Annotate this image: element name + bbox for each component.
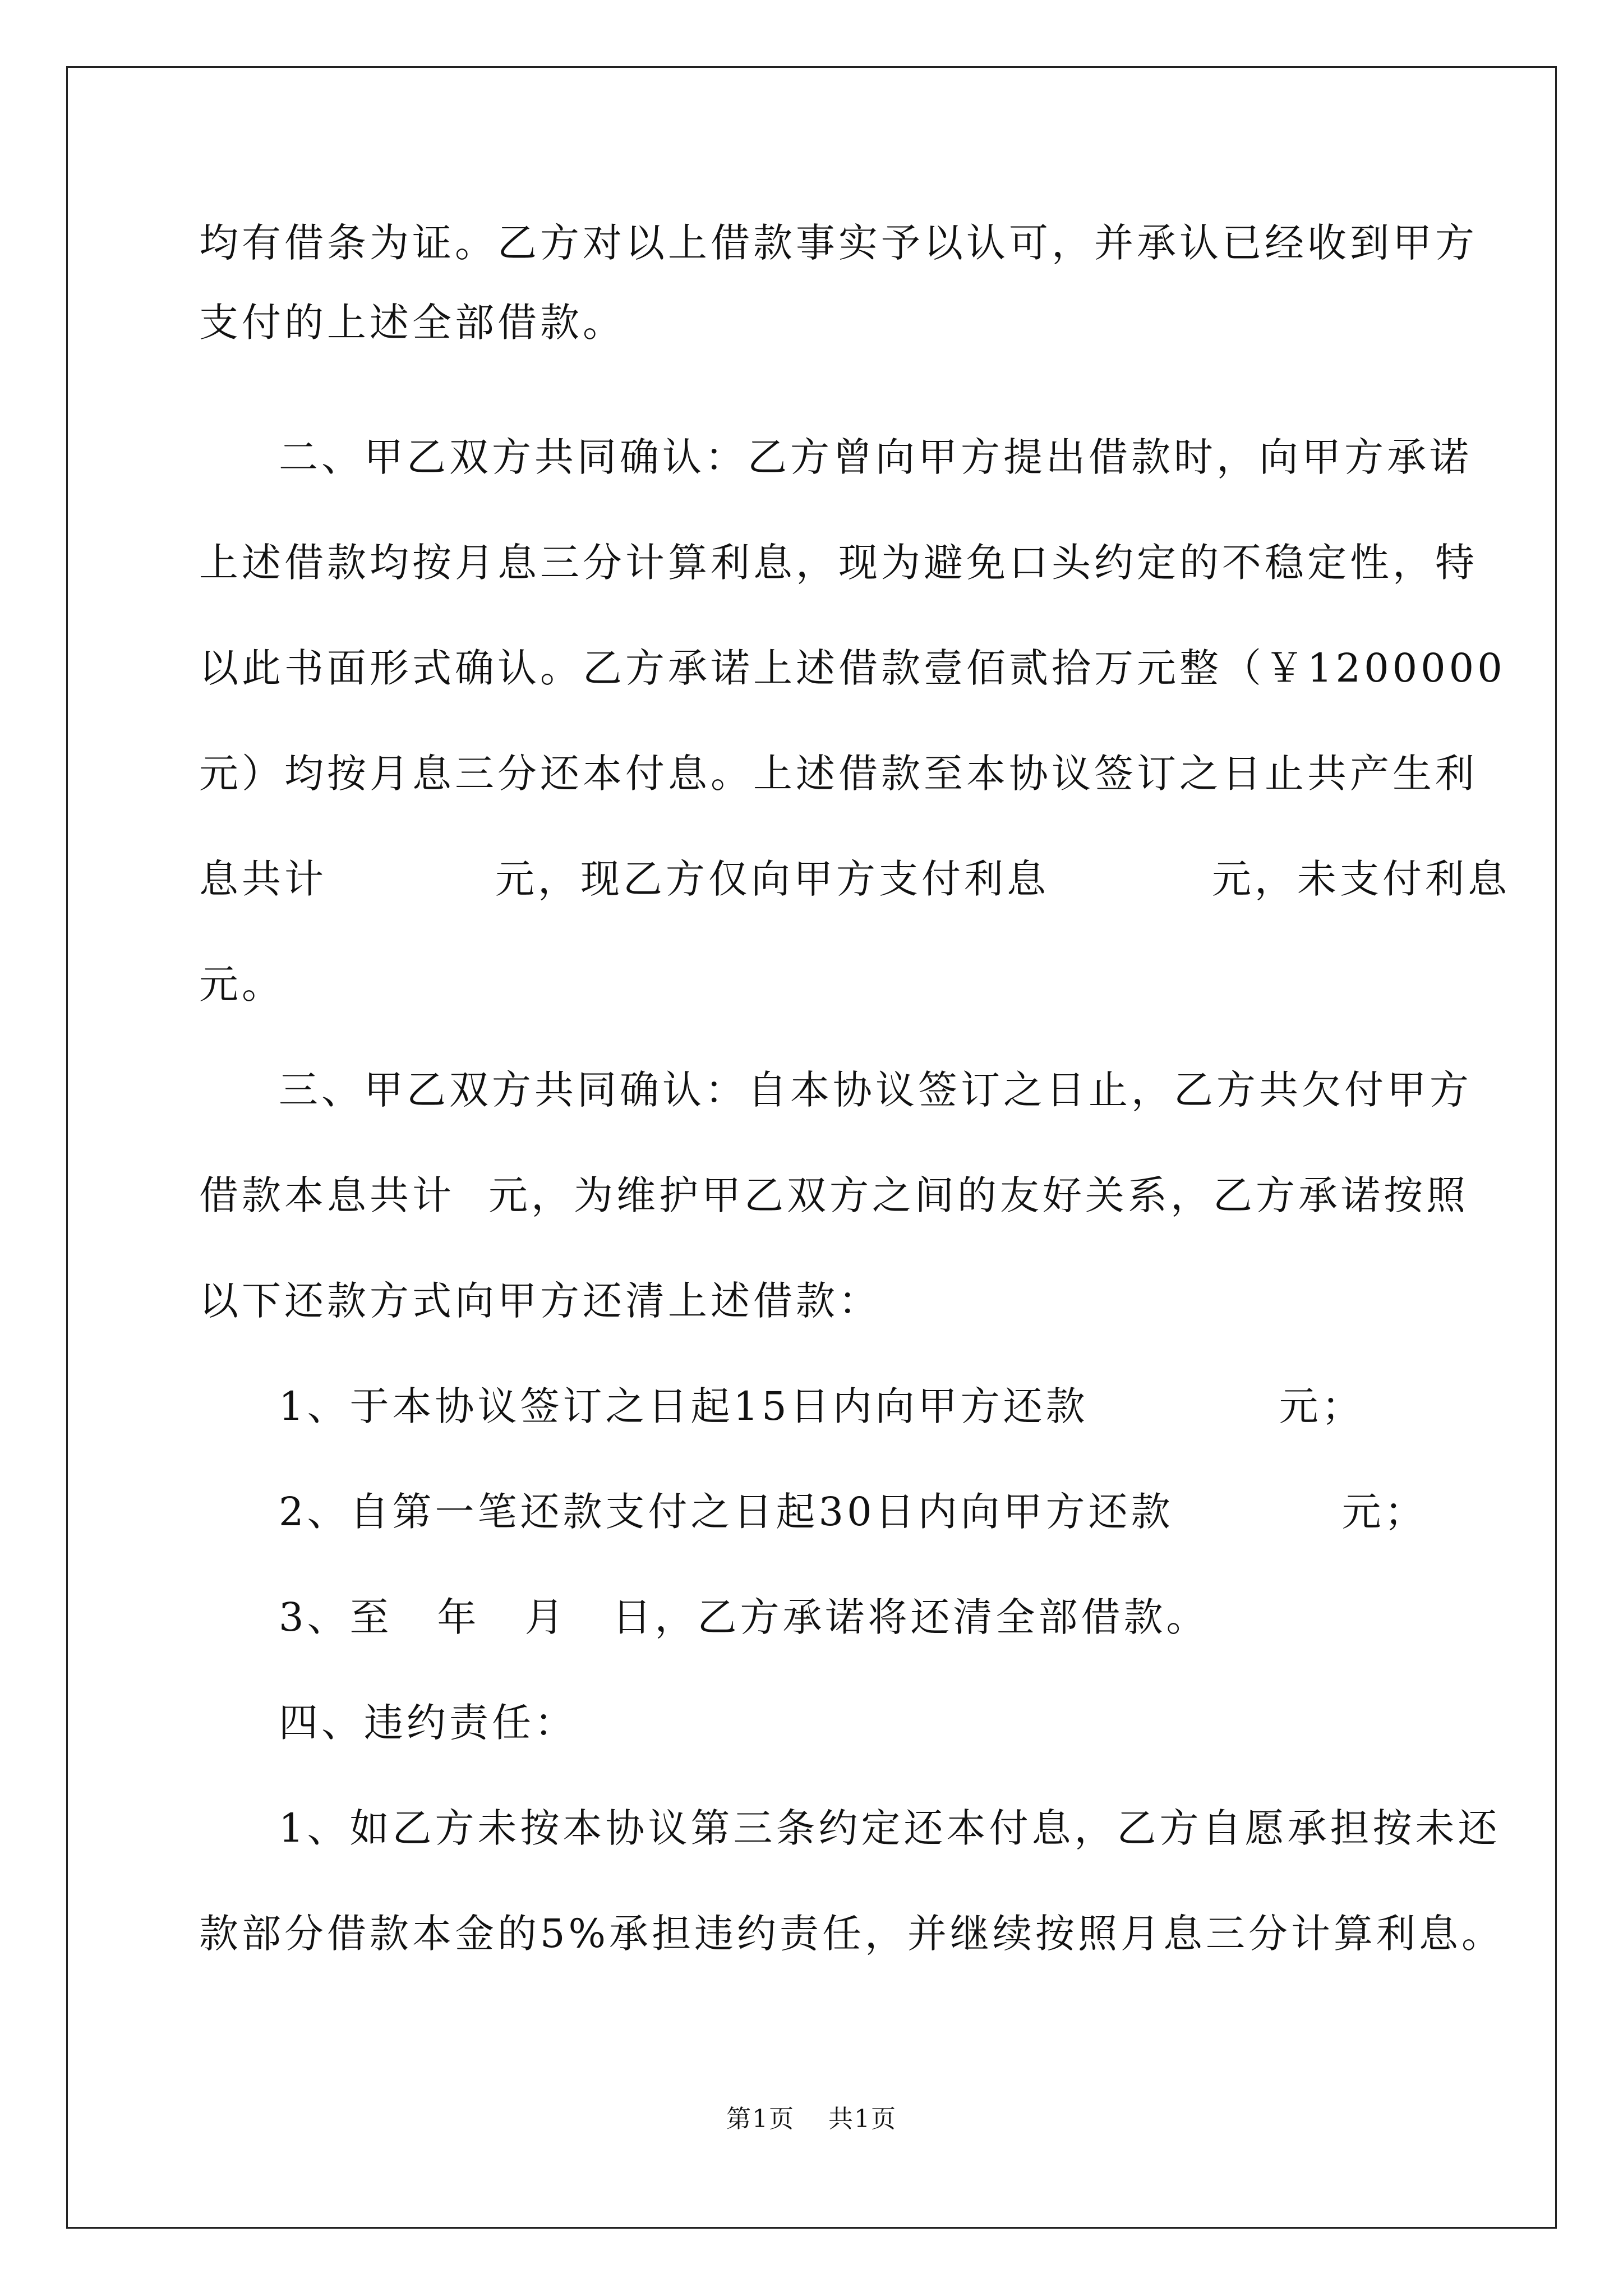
text-line: 上述借款均按月息三分计算利息，现为避免口头约定的不稳定性，特	[199, 540, 1478, 586]
text-fragment: 2、自第一笔还款支付之日起30日内向甲方还款	[279, 1489, 1174, 1535]
text-fragment: 息共计	[199, 856, 327, 902]
text-fragment: 3、至	[279, 1594, 393, 1640]
text-line: 支付的上述全部借款。	[199, 300, 625, 346]
text-fragment: 元；	[1341, 1489, 1427, 1535]
text-fragment: 月	[524, 1594, 568, 1640]
repayment-item-1	[279, 1383, 1364, 1429]
repayment-item-3	[279, 1594, 1209, 1640]
text-fragment: 元；	[1279, 1383, 1364, 1429]
text-line-principal	[199, 1172, 1469, 1218]
text-line: 款部分借款本金的5%承担违约责任，并继续按照月息三分计算利息。	[199, 1911, 1505, 1957]
text-fragment: 日，乙方承诺将还清全部借款。	[612, 1594, 1209, 1640]
text-line: 元）均按月息三分还本付息。上述借款至本协议签订之日止共产生利	[199, 751, 1478, 797]
text-fragment: 元，未支付利息	[1212, 856, 1510, 902]
breach-item-1: 1、如乙方未按本协议第三条约定还本付息，乙方自愿承担按未还	[279, 1805, 1501, 1851]
text-fragment: 年	[437, 1594, 480, 1640]
repayment-item-2	[279, 1489, 1427, 1535]
paragraph-3-start: 三、甲乙双方共同确认：自本协议签订之日止，乙方共欠付甲方	[279, 1067, 1472, 1113]
text-fragment: 元，为维护甲乙双方之间的友好关系，乙方承诺按照	[488, 1172, 1469, 1218]
page-total: 共1页	[828, 2105, 897, 2133]
section-heading-breach: 四、违约责任：	[279, 1700, 577, 1746]
text-line: 均有借条为证。乙方对以上借款事实予以认可，并承认已经收到甲方	[199, 220, 1478, 266]
text-line: 以下还款方式向甲方还清上述借款：	[199, 1278, 881, 1324]
text-line: 元。	[199, 961, 284, 1007]
page-border	[66, 66, 1557, 2229]
text-line: 以此书面形式确认。乙方承诺上述借款壹佰贰拾万元整（￥1200000	[199, 645, 1506, 691]
page-footer	[0, 2107, 1623, 2132]
paragraph-2-start: 二、甲乙双方共同确认：乙方曾向甲方提出借款时，向甲方承诺	[279, 434, 1472, 480]
text-fragment: 借款本息共计	[199, 1172, 455, 1218]
page-number: 第1页	[726, 2105, 795, 2133]
text-fragment: 元，现乙方仅向甲方支付利息	[495, 856, 1049, 902]
text-fragment: 1、于本协议签订之日起15日内向甲方还款	[279, 1383, 1089, 1429]
text-line-interest	[199, 856, 1510, 902]
